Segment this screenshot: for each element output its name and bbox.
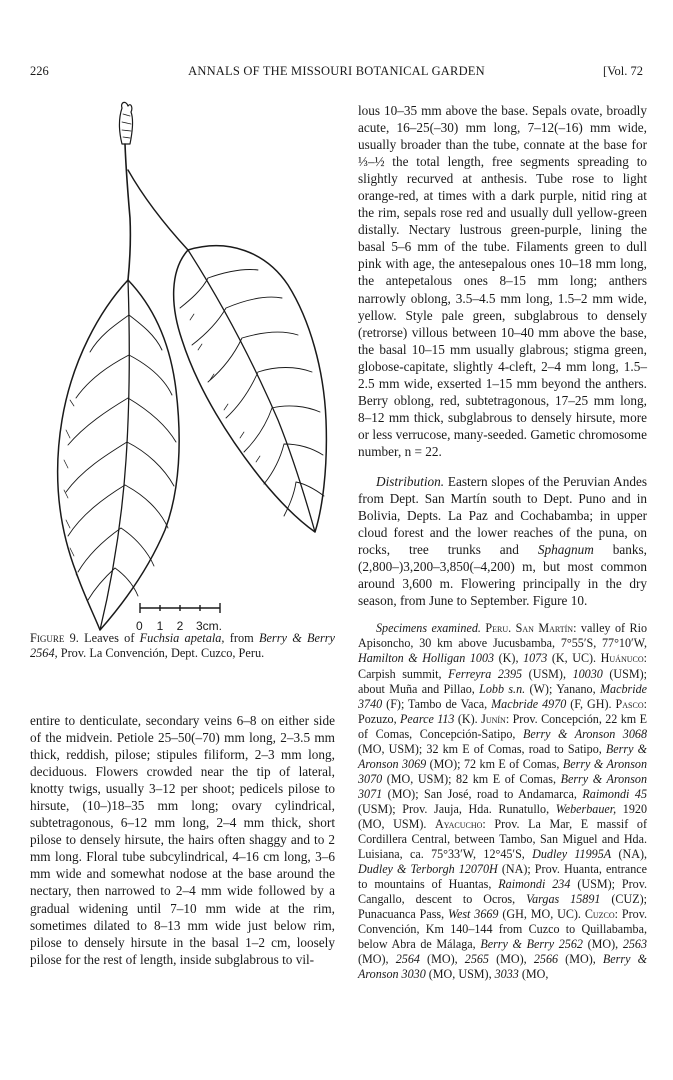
specimen-text-run: 2565 bbox=[464, 952, 489, 967]
right-column-text bbox=[358, 102, 647, 982]
specimen-text-run: Huánuco bbox=[600, 651, 644, 666]
specimen-text-run: (K), bbox=[494, 651, 524, 666]
scale-tick-0: 0 bbox=[136, 619, 143, 633]
journal-title: ANNALS OF THE MISSOURI BOTANICAL GARDEN bbox=[188, 64, 485, 78]
specimen-text-run: Cuzco bbox=[584, 907, 615, 922]
specimen-text-run: : Pozuzo, bbox=[358, 696, 647, 726]
specimen-text-run: Pearce 113 bbox=[400, 711, 455, 726]
specimen-text-run: Macbride 3740 bbox=[358, 681, 647, 711]
specimen-text-run: (MO), bbox=[582, 937, 623, 952]
specimen-text-run: (MO), bbox=[358, 952, 396, 967]
specimen-text-run: Hamilton & Holligan 1003 bbox=[358, 651, 495, 666]
specimen-text-run: Ayacucho bbox=[435, 816, 483, 831]
specimen-text-run: 2566 bbox=[533, 952, 559, 967]
specimen-text-run: (F, GH). bbox=[566, 696, 616, 711]
specimen-text-run: : valley of Rio Apisoncho, 30 km above Jucusbamba, 7°55′S, 77°10′W, bbox=[358, 621, 647, 651]
specimen-text-run: Peru. bbox=[480, 621, 516, 636]
specimen-text-run: 1920 (MO, USM). bbox=[358, 801, 647, 831]
specimen-text-run: (MO); 72 km E of Comas, bbox=[426, 756, 563, 771]
distribution-genus: Sphagnum bbox=[537, 542, 594, 558]
specimen-text-run: (MO), bbox=[488, 952, 534, 967]
specimen-text-run: (USM), bbox=[522, 666, 573, 681]
caption-species: Fuchsia apetala, bbox=[139, 631, 225, 645]
specimen-text-run: (USM); Prov. Jauja, Hda. Runatullo, bbox=[358, 801, 556, 816]
distribution-text-2: banks, (2,800–)3,200–3,850(–4,200) m, but most common around 3,600 m. Flowering principally in the dry season, from June to September. Figure 10. bbox=[358, 542, 647, 609]
specimen-text-run: : Prov. Convención, Km 140–144 from Cuzco to Quillabamba, below Abra de Málaga, bbox=[358, 907, 647, 952]
specimen-text-run: San Martín bbox=[515, 621, 574, 636]
caption-locality: Prov. La Convención, Dept. Cuzco, Peru. bbox=[57, 646, 265, 661]
specimen-text-run: Vargas 15891 bbox=[526, 892, 601, 907]
specimen-text-run: 3033 bbox=[494, 967, 519, 982]
specimen-text-run: Dudley 11995A bbox=[532, 847, 612, 862]
specimen-text-run: 1073 bbox=[523, 651, 548, 666]
specimen-text-run: (MO), bbox=[558, 952, 603, 967]
specimen-text-run: Berry & Aronson 3068 bbox=[522, 726, 647, 741]
specimen-text-run: Junín bbox=[481, 711, 506, 726]
distribution-heading: Distribution. bbox=[376, 473, 445, 489]
specimens-paragraph bbox=[358, 621, 647, 982]
specimen-text-run: Ferreyra 2395 bbox=[448, 666, 523, 681]
scale-tick-2: 2 bbox=[176, 619, 184, 633]
specimen-text-run: (W); Yanano, bbox=[525, 681, 600, 696]
caption-text: Leaves of bbox=[84, 631, 140, 645]
specimen-text-run: West 3669 bbox=[448, 907, 499, 922]
specimen-text-run: Pasco bbox=[615, 696, 644, 711]
specimen-text-run: Berry & Aronson 3071 bbox=[358, 771, 647, 801]
volume-label: [Vol. 72 bbox=[602, 64, 643, 78]
specimen-text-run: Berry & Aronson 3030 bbox=[358, 952, 647, 982]
specimen-text-run: (K, UC). bbox=[547, 651, 601, 666]
specimen-text-run: Berry & Aronson 3069 bbox=[358, 741, 647, 771]
specimen-text-run: : Prov. Concepción, 22 km E of Comas, Concepción-Satipo, bbox=[358, 711, 647, 741]
specimen-text-run: (USM); about Muña and Pillao, bbox=[358, 666, 648, 696]
specimen-text-run: (MO, USM); 82 km E of Comas, bbox=[382, 771, 561, 786]
specimen-text-run: Lobb s.n. bbox=[479, 681, 526, 696]
caption-from: from bbox=[224, 631, 259, 645]
description-paragraph-left: entire to denticulate, secondary veins 6–8 on either side of the midvein. Petiole 25–50(–70) mm long, 2–3.5 mm thick, reddish, pilose; stipules filiform, 2–3 mm long, deciduous. Flowers crowded near the tip of lateral, knotty twigs, usually 3–12 per shoot; pedicels pilose to hirsute, (10–)18–35 mm long; ovary cylindrical, subtetragonous, 6–12 mm long, 2–4 mm thick, short pilose to densely hirsute, the hairs often shaggy and to 2 mm long. Floral tube subcylindrical, 4–16 cm long, 3–6 mm wide and somewhat nodose at the base around the nectary, then narrowed to 2–4 mm wide followed by a gradual widening until 7–10 mm wide at the rim, sometimes dilated to 8–13 mm wide just below rim, pilose to densely hirsute in the basal 1–2 cm, loosely pilose for the rest of length, inside subglabrous to vil- bbox=[30, 713, 335, 967]
scale-tick-3: 3cm. bbox=[196, 619, 223, 633]
specimens-heading: Specimens examined. bbox=[376, 621, 481, 636]
specimen-text-run: Berry & Berry 2562 bbox=[480, 937, 583, 952]
specimen-text-run: : Carpish summit, bbox=[358, 651, 647, 681]
specimen-text-run: (K). bbox=[454, 711, 482, 726]
description-paragraph-right: lous 10–35 mm above the base. Sepals ovate, broadly acute, 16–25(–30) mm long, 7–12(–16) mm wide, usually broader than the tube, connate at the base for ⅓–½ the total length, free segments spreading to slightly recurved at anthesis. Tube rose to light orange-red, at times with a dark purple, nitid ring at the rim, sepals rose red and usually dull yellow-green distally. Nectary lustrous green-purple, lining the basal 5–6 mm of the tube. Filaments green to dull pink with age, the antesepalous ones 10–18 mm long, the antepetalous ones 8–15 mm long; anthers narrowly oblong, 3.5–4.5 mm long, 1.5–2 mm wide, yellow. Style pale green, subglabrous to densely (retrorse) villous between 10–40 mm above the base, the basal 10–15 mm usually glabrous; stigma green, globose-capitate, slightly 4-cleft, 2–4 mm long, 1.5–2.5 mm wide, exserted 1–15 mm beyond the anthers. Berry oblong, red, subtetragonous, 17–25 mm long, 8–12 mm thick, subglabrous to densely hirsute, more or less verrucose, many-seeded. Gametic chromosome number, n = 22. bbox=[358, 103, 647, 459]
specimen-text-run: (MO, bbox=[518, 967, 549, 982]
specimen-text-run: Weberbauer, bbox=[555, 801, 617, 816]
specimen-text-run: (MO, USM); 32 km E of Comas, road to Satipo, bbox=[358, 741, 606, 756]
specimen-text-run: 2564 bbox=[395, 952, 420, 967]
specimen-text-run: Macbride 4970 bbox=[491, 696, 567, 711]
figure-caption bbox=[30, 631, 335, 662]
figure-label: Figure 9. bbox=[30, 631, 79, 645]
specimen-text-run: 2563 bbox=[622, 937, 647, 952]
specimen-text-run: (GH, MO, UC). bbox=[498, 907, 585, 922]
specimen-text-run: (F); Tambo de Vaca, bbox=[382, 696, 492, 711]
specimen-text-run: (NA), bbox=[611, 847, 648, 862]
specimen-text-run: Dudley & Terborgh 12070H bbox=[358, 862, 498, 877]
specimen-text-run: Raimondi 45 bbox=[582, 786, 647, 801]
specimen-text-run: (USM); Prov. Cangallo, descent to Ocros, bbox=[358, 877, 647, 907]
specimen-text-run: (CUZ); Punacuanca Pass, bbox=[358, 892, 647, 922]
specimen-text-run: 10030 bbox=[572, 666, 603, 681]
distribution-paragraph bbox=[358, 473, 647, 609]
left-column-text bbox=[30, 712, 335, 968]
specimen-text-run: (NA); Prov. Huanta, entrance to mountains of Huantas, bbox=[358, 862, 647, 892]
specimen-text-run: Raimondi 234 bbox=[498, 877, 571, 892]
caption-reference: Berry & Berry 2564, bbox=[30, 631, 336, 661]
distribution-text-1: Eastern slopes of the Peruvian Andes from Dept. San Martín south to Dept. Puno and in Bolivia, Depts. La Paz and Cochabamba; in upper cloud forest and the lower reaches of the puna, on rocks, tree trunks and bbox=[358, 473, 647, 558]
specimen-text-run: : Prov. La Mar, E massif of Cordillera Central, between Tambo, San Miguel and Hda. Luisiana, ca. 75°33′W, 12°45′S, bbox=[358, 816, 647, 862]
specimen-text-run: (MO); San José, road to Andamarca, bbox=[382, 786, 583, 801]
leaf-illustration bbox=[30, 100, 335, 640]
scale-tick-1: 1 bbox=[156, 619, 164, 633]
specimen-text-run: Berry & Aronson 3070 bbox=[358, 756, 648, 786]
specimen-text-run: (MO), bbox=[419, 952, 465, 967]
page-number: 226 bbox=[30, 64, 49, 78]
running-header bbox=[30, 64, 643, 84]
specimen-text-run: (MO, USM), bbox=[425, 967, 495, 982]
